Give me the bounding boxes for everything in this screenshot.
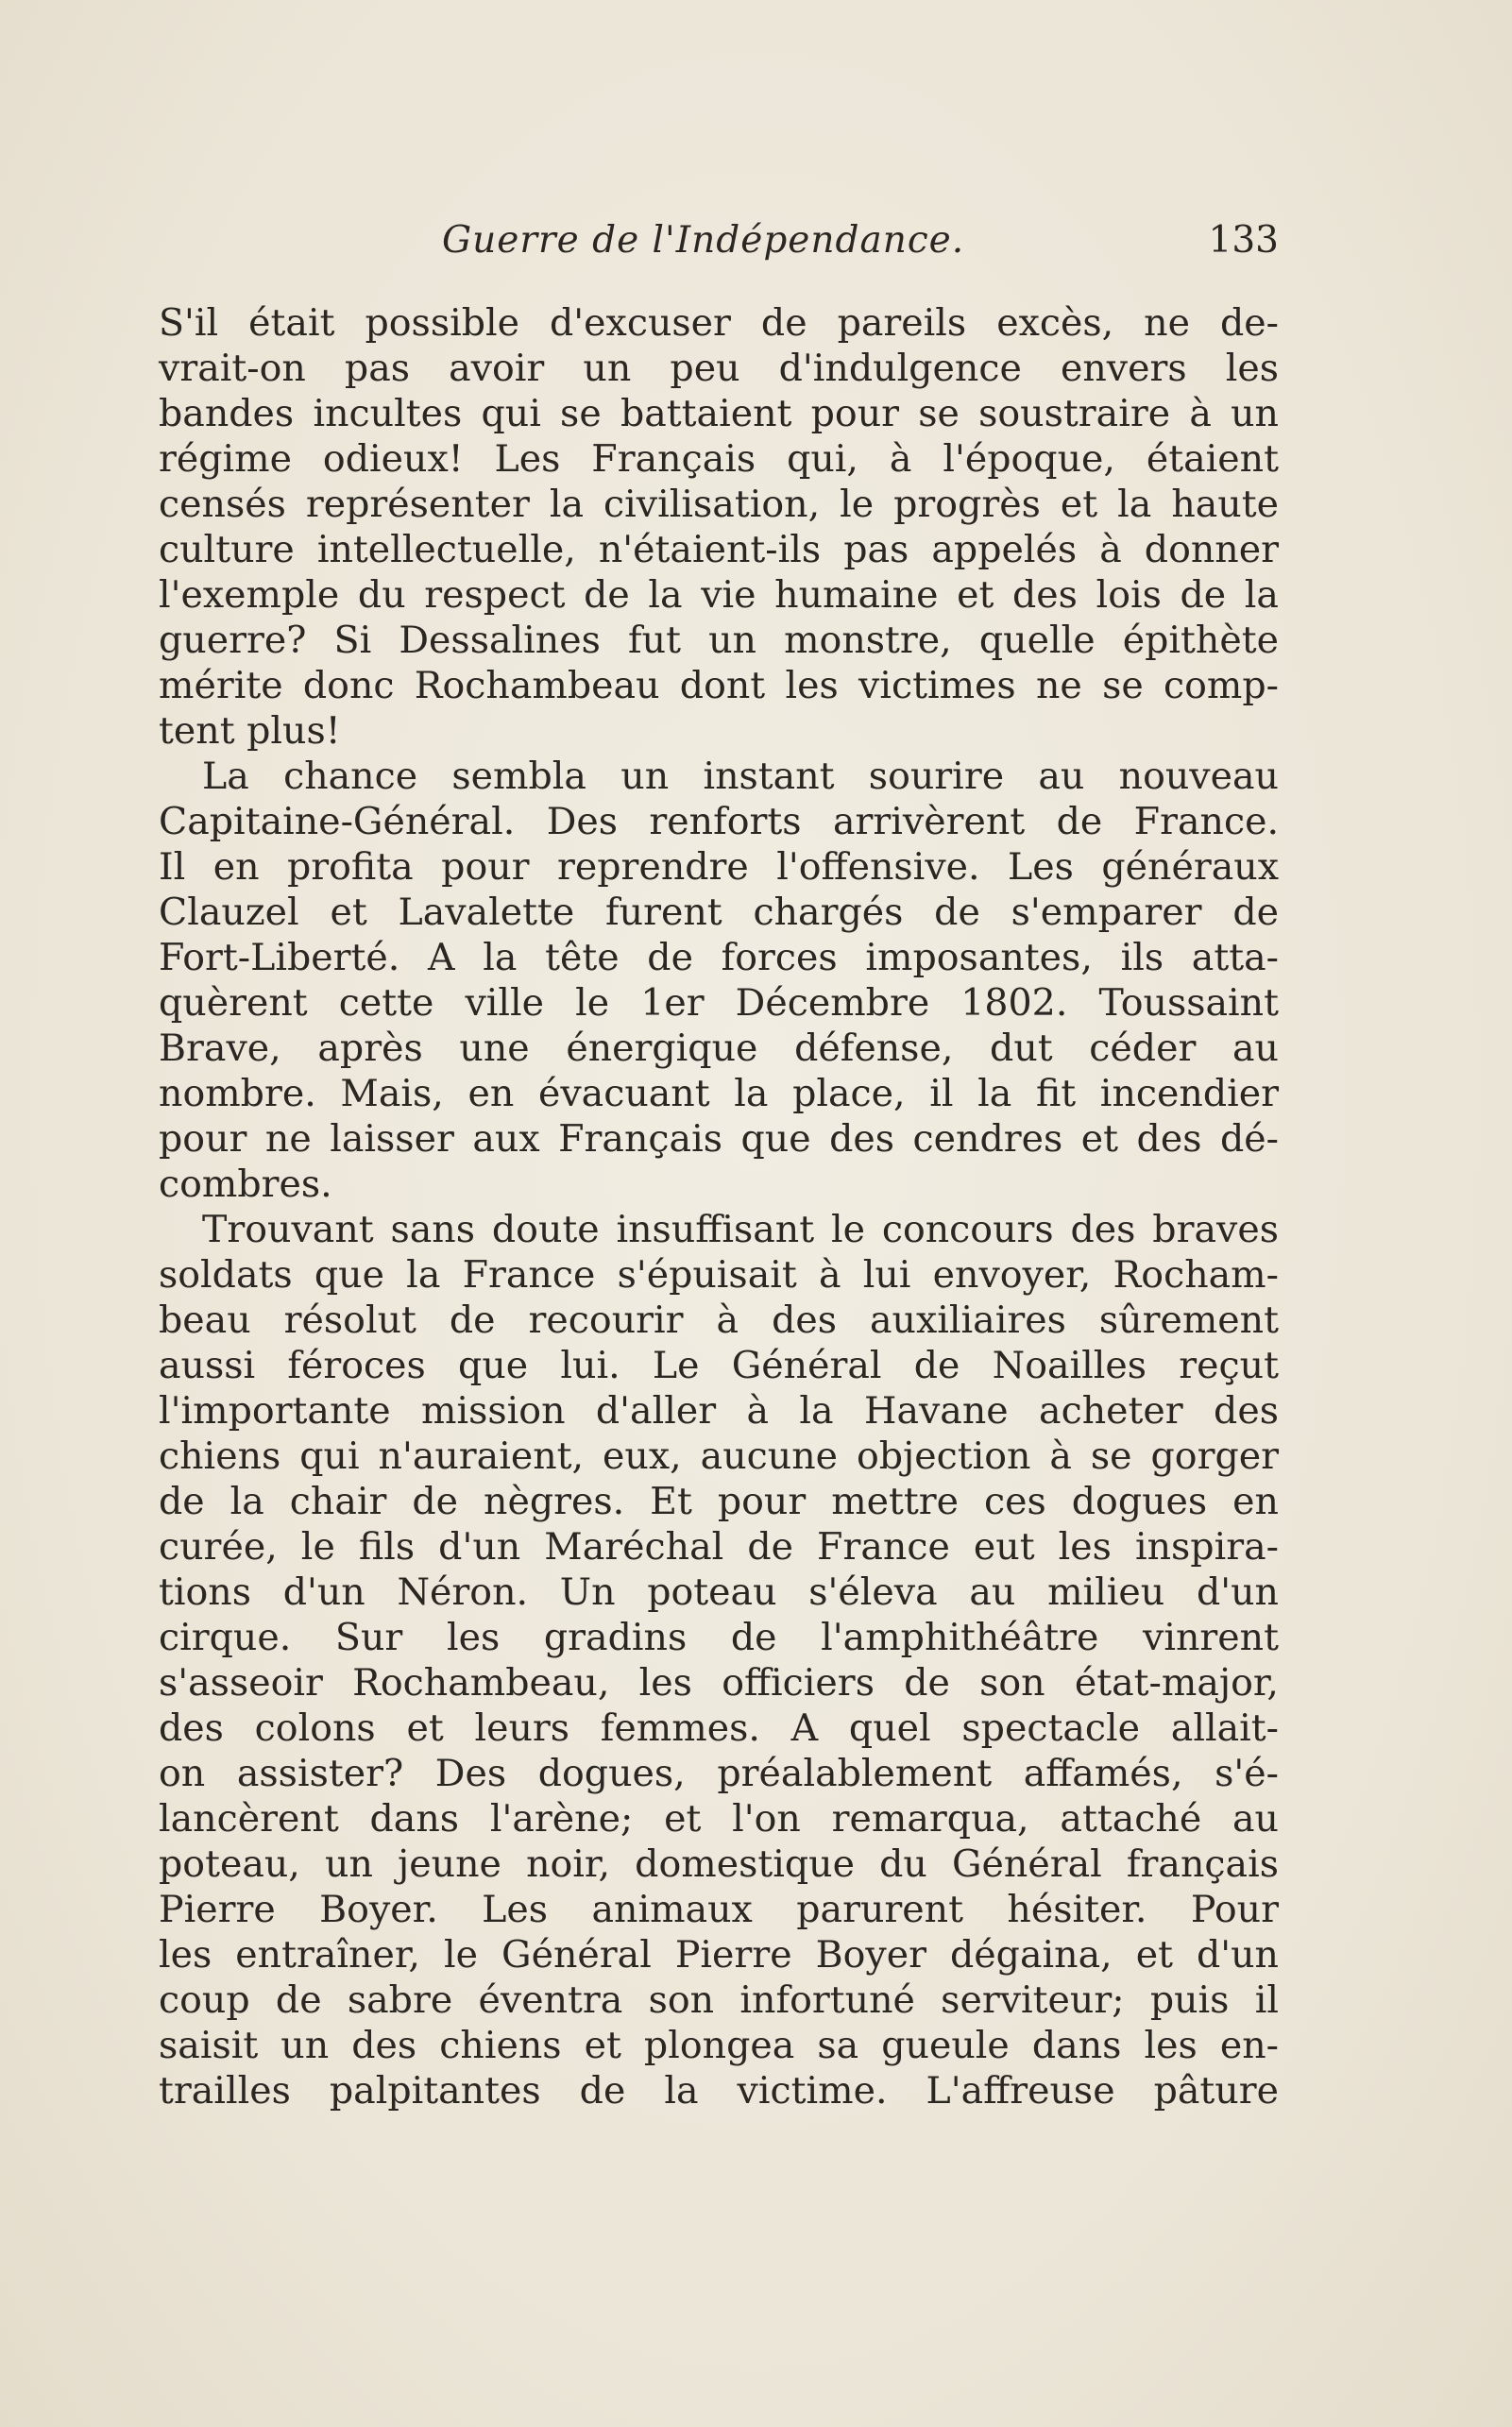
text-line: l'exemple du respect de la vie humaine et des lois de la — [159, 573, 1279, 617]
text-line: tent plus! — [159, 709, 341, 753]
text-line: beau résolut de recourir à des auxiliaires sûrement — [159, 1298, 1279, 1342]
running-title: Guerre de l'Indépendance. — [442, 219, 965, 262]
text-line: S'il était possible d'excuser de pareils excès, ne de- — [159, 301, 1279, 345]
text-line: pour ne laisser aux Français que des cendres et des dé- — [159, 1117, 1279, 1161]
text-line: de la chair de nègres. Et pour mettre ces dogues en — [159, 1480, 1279, 1523]
text-line: poteau, un jeune noir, domestique du Général français — [159, 1842, 1279, 1886]
text-line: chiens qui n'auraient, eux, aucune objection à se gorger — [159, 1434, 1279, 1478]
text-line: mérite donc Rochambeau dont les victimes ne se comp- — [159, 664, 1279, 707]
text-line: culture intellectuelle, n'étaient-ils pas appelés à donner — [159, 528, 1279, 571]
text-line: lancèrent dans l'arène; et l'on remarqua, attaché au — [159, 1797, 1279, 1841]
text-line: bandes incultes qui se battaient pour se soustraire à un — [159, 392, 1279, 435]
text-line: vrait-on pas avoir un peu d'indulgence envers les — [159, 347, 1279, 390]
page-header — [159, 219, 1279, 276]
text-line: on assister? Des dogues, préalablement affamés, s'é- — [159, 1752, 1279, 1795]
text-line: censés représenter la civilisation, le progrès et la haute — [159, 483, 1279, 526]
text-line: Il en profita pour reprendre l'offensive. Les généraux — [159, 845, 1279, 889]
text-line: des colons et leurs femmes. A quel spectacle allait- — [159, 1706, 1279, 1750]
body-text — [159, 300, 1279, 2113]
text-line: Pierre Boyer. Les animaux parurent hésiter. Pour — [159, 1888, 1279, 1931]
text-line: soldats que la France s'épuisait à lui envoyer, Rocham- — [159, 1253, 1279, 1297]
text-line: La chance sembla un instant sourire au nouveau — [202, 755, 1279, 798]
text-line: régime odieux! Les Français qui, à l'époque, étaient — [159, 437, 1279, 481]
text-line: Trouvant sans doute insuffisant le concours des braves — [202, 1208, 1279, 1251]
text-line: quèrent cette ville le 1er Décembre 1802. Toussaint — [159, 981, 1279, 1025]
text-line: aussi féroces que lui. Le Général de Noailles reçut — [159, 1344, 1279, 1387]
text-line: tions d'un Néron. Un poteau s'éleva au milieu d'un — [159, 1570, 1279, 1614]
text-line: combres. — [159, 1163, 332, 1206]
text-line: saisit un des chiens et plongea sa gueule dans les en- — [159, 2024, 1279, 2067]
text-line: Fort-Liberté. A la tête de forces imposantes, ils atta- — [159, 936, 1279, 979]
text-line: curée, le fils d'un Maréchal de France eut les inspira- — [159, 1525, 1279, 1569]
text-line: nombre. Mais, en évacuant la place, il la fit incendier — [159, 1072, 1279, 1115]
text-line: les entraîner, le Général Pierre Boyer dégaina, et d'un — [159, 1933, 1279, 1977]
text-line: s'asseoir Rochambeau, les officiers de son état-major, — [159, 1661, 1279, 1705]
page-number: 133 — [1208, 219, 1279, 262]
text-line: coup de sabre éventra son infortuné serviteur; puis il — [159, 1978, 1279, 2022]
text-line: cirque. Sur les gradins de l'amphithéâtre vinrent — [159, 1616, 1279, 1659]
text-line: Clauzel et Lavalette furent chargés de s'emparer de — [159, 891, 1279, 934]
text-line: Brave, après une énergique défense, dut céder au — [159, 1027, 1279, 1070]
text-line: l'importante mission d'aller à la Havane acheter des — [159, 1389, 1279, 1433]
text-line: trailles palpitantes de la victime. L'affreuse pâture — [159, 2069, 1279, 2113]
text-line: guerre? Si Dessalines fut un monstre, quelle épithète — [159, 619, 1279, 662]
text-line: Capitaine-Général. Des renforts arrivèrent de France. — [159, 800, 1279, 843]
